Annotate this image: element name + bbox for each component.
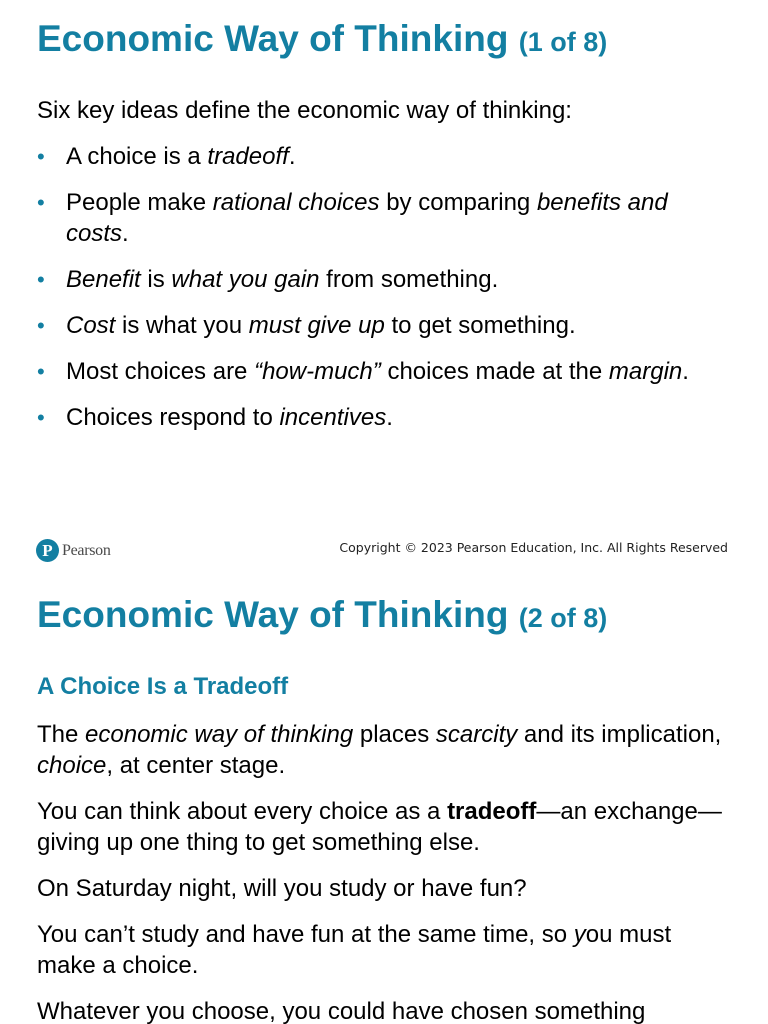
emphasis: Cost	[66, 312, 116, 339]
title-main: Economic Way of Thinking	[37, 18, 509, 59]
text-run: is	[140, 266, 172, 293]
slide-body	[37, 719, 728, 1024]
emphasis: scarcity	[435, 721, 518, 748]
list-item	[37, 264, 728, 295]
paragraph	[37, 919, 728, 981]
text-run: .	[288, 143, 296, 170]
text-run: choices made at the	[380, 358, 609, 385]
text-run: You can’t study and have fun at the same time, so	[37, 921, 574, 948]
pearson-logo	[36, 539, 111, 562]
text-run: .	[386, 404, 393, 431]
section-heading: A Choice Is a Tradeoff	[37, 673, 289, 700]
bullet-icon: •	[37, 267, 45, 292]
text-run: Most choices are	[66, 358, 255, 385]
text-run: to get something.	[384, 312, 576, 339]
list-item	[37, 402, 728, 433]
list-item	[37, 356, 728, 387]
key-ideas-list	[37, 141, 728, 448]
list-item	[37, 310, 728, 341]
title-page-indicator: (2 of 8)	[518, 603, 608, 633]
emphasis: tradeoff	[207, 143, 289, 170]
emphasis: what you gain	[171, 266, 320, 293]
emphasis: benefits and costs	[66, 189, 668, 247]
slide-title	[37, 17, 607, 64]
text-run: —an exchange—giving up one thing to get something else.	[37, 798, 722, 856]
emphasis: y	[573, 921, 586, 948]
emphasis: incentives	[279, 404, 387, 431]
paragraph: On Saturday night, will you study or have fun?	[37, 875, 527, 902]
slide-2	[0, 576, 768, 1024]
bullet-icon: •	[37, 144, 45, 169]
emphasis: margin	[608, 358, 683, 385]
pearson-logo-icon: P	[36, 539, 59, 562]
title-page-indicator: (1 of 8)	[518, 27, 608, 57]
bullet-icon: •	[37, 359, 45, 384]
copyright-notice: Copyright © 2023 Pearson Education, Inc. All Rights Reserved	[339, 540, 728, 555]
slide-title	[37, 593, 607, 640]
title-main: Economic Way of Thinking	[37, 594, 509, 635]
text-run: and its implication,	[517, 721, 722, 748]
bold-term: tradeoff	[447, 798, 537, 825]
text-run: Choices respond to	[66, 404, 280, 431]
text-run: places	[353, 721, 436, 748]
bullet-icon: •	[37, 190, 45, 215]
text-run: The	[37, 721, 86, 748]
text-run: is what you	[115, 312, 249, 339]
emphasis: rational choices	[212, 189, 380, 216]
emphasis: Benefit	[66, 266, 141, 293]
text-run: by comparing	[379, 189, 537, 216]
emphasis: must give up	[248, 312, 385, 339]
paragraph	[37, 719, 728, 781]
paragraph: Whatever you choose, you could have chosen something	[37, 998, 646, 1024]
bullet-icon: •	[37, 405, 45, 430]
paragraph	[37, 796, 728, 858]
list-item	[37, 187, 728, 249]
emphasis: economic way of thinking	[85, 721, 354, 748]
text-run: , at center stage.	[106, 752, 286, 779]
intro-text: Six key ideas define the economic way of thinking:	[37, 97, 572, 124]
text-run: ou must make a choice.	[37, 921, 672, 979]
emphasis: “how-much”	[254, 358, 381, 385]
text-run: .	[682, 358, 689, 385]
bullet-icon: •	[37, 313, 45, 338]
text-run: You can think about every choice as a	[37, 798, 448, 825]
text-run: People make	[66, 189, 213, 216]
text-run: A choice is a	[66, 143, 208, 170]
text-run: .	[122, 220, 129, 247]
emphasis: choice	[37, 752, 107, 779]
text-run: from something.	[319, 266, 499, 293]
pearson-wordmark: Pearson	[62, 541, 111, 559]
list-item	[37, 141, 728, 172]
